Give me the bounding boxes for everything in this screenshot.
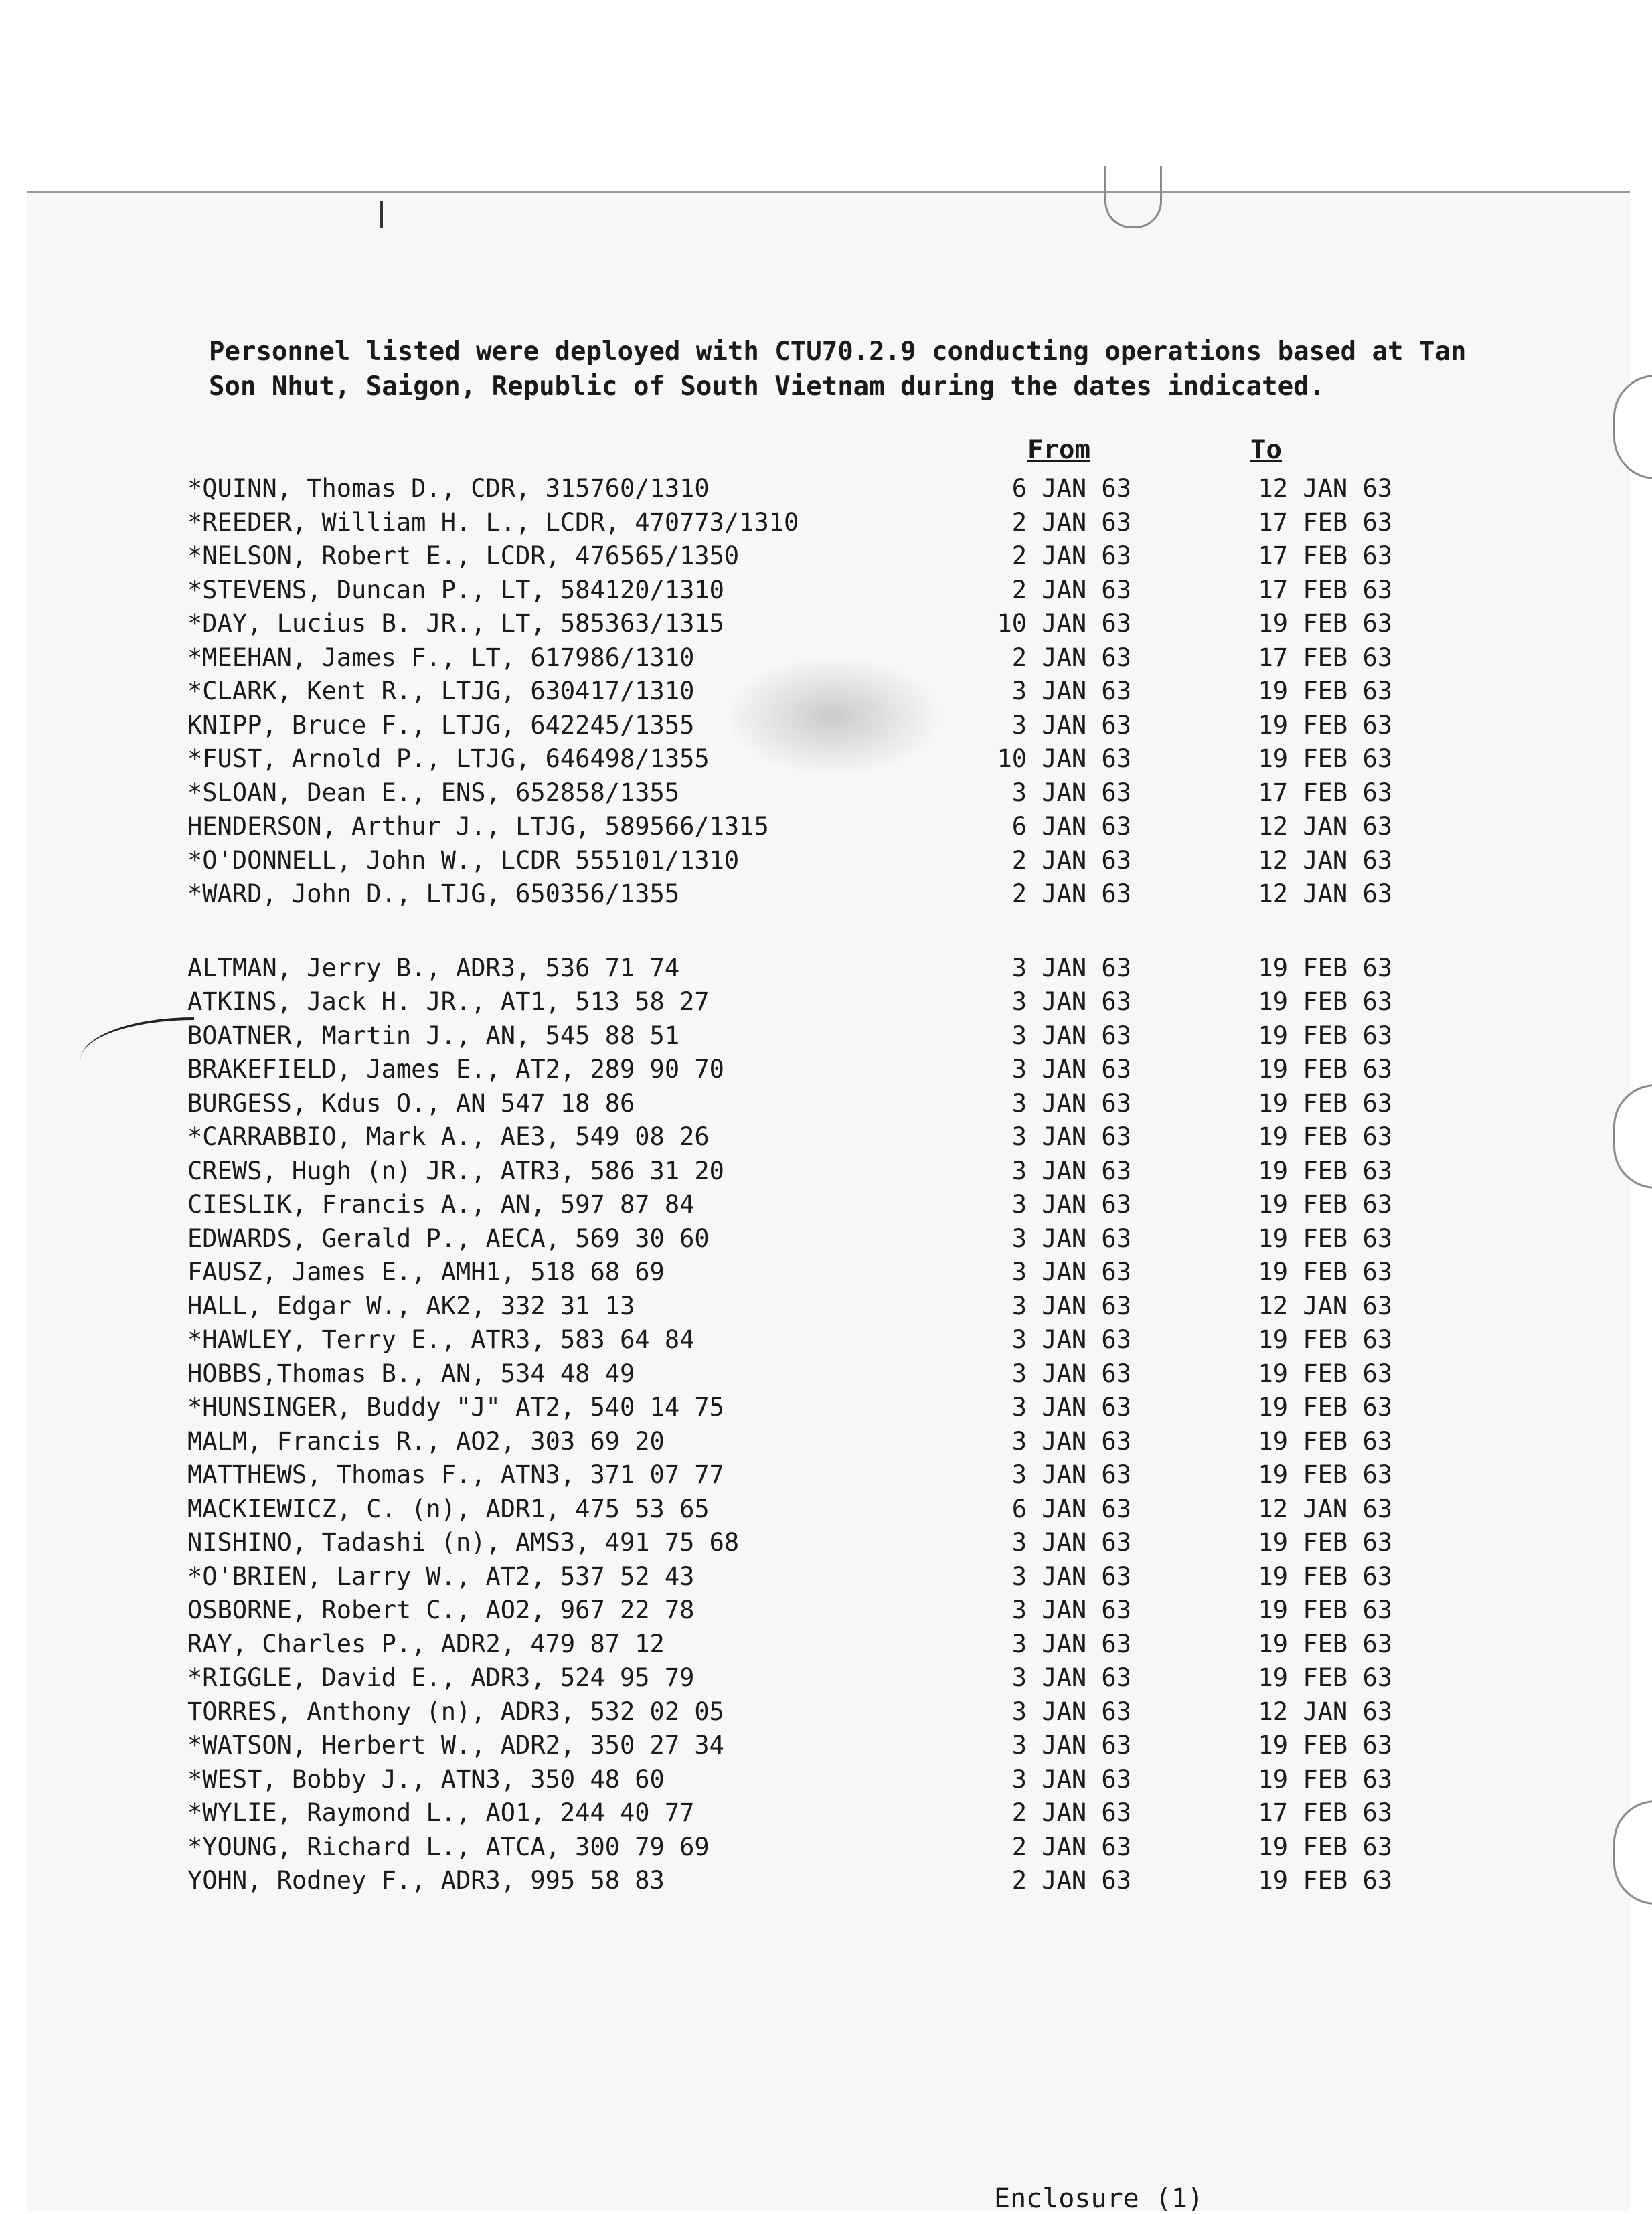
from-date: 2 JAN 63 — [1011, 845, 1131, 875]
personnel-row — [187, 1526, 1432, 1560]
personnel-name: *WEST, Bobby J., ATN3, 350 48 60 — [187, 1764, 665, 1794]
from-date: 3 JAN 63 — [1011, 1460, 1131, 1489]
personnel-row — [187, 1796, 1432, 1830]
to-date: 19 FEB 63 — [1258, 1764, 1392, 1794]
personnel-row — [187, 1087, 1432, 1121]
personnel-name: EDWARDS, Gerald P., AECA, 569 30 60 — [187, 1223, 710, 1253]
from-date: 2 JAN 63 — [1011, 1798, 1131, 1827]
from-date: 2 JAN 63 — [1011, 879, 1131, 908]
from-date: 6 JAN 63 — [1011, 474, 1131, 503]
personnel-name: HENDERSON, Arthur J., LTJG, 589566/1315 — [187, 812, 769, 841]
from-date: 2 JAN 63 — [1011, 1866, 1131, 1895]
personnel-name: *WARD, John D., LTJG, 650356/1355 — [187, 879, 680, 908]
personnel-name: BURGESS, Kdus O., AN 547 18 86 — [187, 1088, 635, 1118]
to-date: 19 FEB 63 — [1258, 1258, 1392, 1286]
from-date: 2 JAN 63 — [1011, 507, 1131, 537]
personnel-row — [187, 985, 1432, 1019]
to-date: 19 FEB 63 — [1258, 1663, 1392, 1692]
to-date: 19 FEB 63 — [1258, 953, 1392, 983]
personnel-name: FAUSZ, James E., AMH1, 518 68 69 — [187, 1258, 665, 1286]
personnel-row — [187, 1188, 1432, 1222]
to-date: 17 FEB 63 — [1258, 507, 1392, 537]
personnel-name: KNIPP, Bruce F., LTJG, 642245/1355 — [187, 710, 695, 740]
personnel-row — [187, 1120, 1432, 1155]
from-column-header: From — [1027, 435, 1090, 465]
personnel-name: ATKINS, Jack H. JR., AT1, 513 58 27 — [187, 987, 710, 1016]
from-date: 3 JAN 63 — [1011, 1223, 1131, 1253]
personnel-row — [187, 810, 1432, 844]
to-date: 19 FEB 63 — [1258, 1122, 1392, 1151]
to-date: 19 FEB 63 — [1258, 1021, 1392, 1050]
to-date: 19 FEB 63 — [1258, 987, 1392, 1016]
personnel-row — [187, 709, 1432, 743]
to-date: 19 FEB 63 — [1258, 1223, 1392, 1253]
to-date: 12 JAN 63 — [1258, 879, 1392, 908]
personnel-row — [187, 1763, 1432, 1797]
personnel-name: *DAY, Lucius B. JR., LT, 585363/1315 — [187, 609, 724, 638]
from-date: 3 JAN 63 — [1011, 1764, 1131, 1794]
personnel-row — [187, 877, 1432, 912]
personnel-row — [187, 1323, 1432, 1357]
from-date: 2 JAN 63 — [1011, 643, 1131, 672]
personnel-name: YOHN, Rodney F., ADR3, 995 58 83 — [187, 1866, 665, 1895]
personnel-name: *REEDER, William H. L., LCDR, 470773/1310 — [187, 507, 799, 537]
punch-hole-top — [1104, 166, 1162, 228]
to-date: 12 JAN 63 — [1258, 1697, 1392, 1726]
to-date: 19 FEB 63 — [1258, 1359, 1392, 1388]
personnel-row — [187, 539, 1432, 574]
personnel-name: HALL, Edgar W., AK2, 332 31 13 — [187, 1291, 635, 1321]
personnel-name: BRAKEFIELD, James E., AT2, 289 90 70 — [187, 1055, 724, 1084]
personnel-row — [187, 844, 1432, 878]
personnel-row — [187, 1290, 1432, 1324]
to-date: 19 FEB 63 — [1258, 1561, 1392, 1591]
to-date: 19 FEB 63 — [1258, 1393, 1392, 1422]
personnel-name: *FUST, Arnold P., LTJG, 646498/1355 — [187, 744, 710, 773]
from-date: 3 JAN 63 — [1011, 1697, 1131, 1726]
to-date: 19 FEB 63 — [1258, 1156, 1392, 1185]
from-date: 3 JAN 63 — [1011, 1359, 1131, 1388]
personnel-row — [187, 776, 1432, 811]
personnel-name: MALM, Francis R., AO2, 303 69 20 — [187, 1426, 665, 1456]
personnel-row — [187, 472, 1432, 506]
from-date: 10 JAN 63 — [997, 744, 1131, 773]
from-date: 3 JAN 63 — [1011, 1122, 1131, 1151]
personnel-row — [187, 1864, 1432, 1898]
personnel-name: CREWS, Hugh (n) JR., ATR3, 586 31 20 — [187, 1156, 724, 1185]
from-date: 2 JAN 63 — [1011, 541, 1131, 570]
intro-paragraph: Personnel listed were deployed with CTU70.2.9 conducting operations based at Tan Son Nhut, Saigon, Republic of South Vietnam during the dates indicated. — [209, 337, 1467, 402]
personnel-name: *WYLIE, Raymond L., AO1, 244 40 77 — [187, 1798, 695, 1827]
pen-mark — [380, 201, 383, 228]
personnel-name: *SLOAN, Dean E., ENS, 652858/1355 — [187, 778, 680, 807]
personnel-row — [187, 1628, 1432, 1662]
to-date: 19 FEB 63 — [1258, 1629, 1392, 1658]
personnel-row — [187, 1493, 1432, 1527]
from-date: 3 JAN 63 — [1011, 1596, 1131, 1624]
from-date: 10 JAN 63 — [997, 609, 1131, 638]
personnel-row — [187, 1661, 1432, 1695]
to-date: 17 FEB 63 — [1258, 575, 1392, 604]
from-date: 3 JAN 63 — [1011, 1731, 1131, 1760]
to-date: 19 FEB 63 — [1258, 1055, 1392, 1084]
personnel-name: HOBBS,Thomas B., AN, 534 48 49 — [187, 1359, 635, 1388]
from-date: 2 JAN 63 — [1011, 575, 1131, 604]
to-date: 19 FEB 63 — [1258, 710, 1392, 740]
personnel-row — [187, 675, 1432, 709]
personnel-name: *HUNSINGER, Buddy "J" AT2, 540 14 75 — [187, 1393, 724, 1422]
from-date: 6 JAN 63 — [1011, 812, 1131, 841]
personnel-name: *STEVENS, Duncan P., LT, 584120/1310 — [187, 575, 724, 604]
to-date: 19 FEB 63 — [1258, 1731, 1392, 1760]
from-date: 3 JAN 63 — [1011, 1258, 1131, 1286]
personnel-row — [187, 1458, 1432, 1493]
personnel-row — [187, 1425, 1432, 1459]
to-date: 12 JAN 63 — [1258, 845, 1392, 875]
personnel-row — [187, 1256, 1432, 1290]
personnel-row — [187, 952, 1432, 986]
personnel-row — [187, 1053, 1432, 1087]
personnel-row — [187, 1594, 1432, 1628]
personnel-row — [187, 641, 1432, 675]
personnel-name: *YOUNG, Richard L., ATCA, 300 79 69 — [187, 1832, 710, 1861]
personnel-name: OSBORNE, Robert C., AO2, 967 22 78 — [187, 1596, 695, 1624]
from-date: 3 JAN 63 — [1011, 710, 1131, 740]
to-date: 12 JAN 63 — [1258, 812, 1392, 841]
from-date: 3 JAN 63 — [1011, 677, 1131, 705]
personnel-name: *WATSON, Herbert W., ADR2, 350 27 34 — [187, 1731, 724, 1760]
to-date: 19 FEB 63 — [1258, 744, 1392, 773]
from-date: 3 JAN 63 — [1011, 1426, 1131, 1456]
personnel-row — [187, 574, 1432, 608]
to-date: 19 FEB 63 — [1258, 1190, 1392, 1219]
enclosure-label: Enclosure (1) — [994, 2183, 1204, 2214]
from-date: 6 JAN 63 — [1011, 1494, 1131, 1523]
to-date: 19 FEB 63 — [1258, 1832, 1392, 1861]
to-date: 17 FEB 63 — [1258, 778, 1392, 807]
from-date: 3 JAN 63 — [1011, 1055, 1131, 1084]
to-date: 19 FEB 63 — [1258, 1426, 1392, 1456]
from-date: 3 JAN 63 — [1011, 1021, 1131, 1050]
personnel-name: *O'DONNELL, John W., LCDR 555101/1310 — [187, 845, 740, 875]
personnel-row — [187, 742, 1432, 776]
personnel-name: *CARRABBIO, Mark A., AE3, 549 08 26 — [187, 1122, 710, 1151]
from-date: 3 JAN 63 — [1011, 1156, 1131, 1185]
from-date: 3 JAN 63 — [1011, 1088, 1131, 1118]
from-date: 3 JAN 63 — [1011, 1629, 1131, 1658]
to-date: 12 JAN 63 — [1258, 1494, 1392, 1523]
personnel-row — [187, 1729, 1432, 1763]
to-date: 12 JAN 63 — [1258, 474, 1392, 503]
personnel-row — [187, 607, 1432, 641]
personnel-row — [187, 1560, 1432, 1594]
personnel-name: CIESLIK, Francis A., AN, 597 87 84 — [187, 1190, 695, 1219]
to-date: 19 FEB 63 — [1258, 677, 1392, 705]
personnel-name: *QUINN, Thomas D., CDR, 315760/1310 — [187, 474, 710, 503]
to-date: 19 FEB 63 — [1258, 1325, 1392, 1354]
from-date: 3 JAN 63 — [1011, 1528, 1131, 1557]
personnel-row — [187, 1155, 1432, 1189]
to-date: 17 FEB 63 — [1258, 1798, 1392, 1827]
personnel-name: ALTMAN, Jerry B., ADR3, 536 71 74 — [187, 953, 680, 983]
from-date: 3 JAN 63 — [1011, 1663, 1131, 1692]
personnel-row — [187, 1830, 1432, 1865]
personnel-name: *CLARK, Kent R., LTJG, 630417/1310 — [187, 677, 695, 705]
personnel-name: *NELSON, Robert E., LCDR, 476565/1350 — [187, 541, 740, 570]
personnel-list — [187, 472, 1432, 1898]
personnel-row — [187, 1019, 1432, 1053]
personnel-name: RAY, Charles P., ADR2, 479 87 12 — [187, 1629, 665, 1658]
from-date: 3 JAN 63 — [1011, 953, 1131, 983]
personnel-name: *MEEHAN, James F., LT, 617986/1310 — [187, 643, 695, 672]
personnel-row — [187, 506, 1432, 540]
to-date: 19 FEB 63 — [1258, 1528, 1392, 1557]
to-column-header: To — [1250, 435, 1282, 465]
from-date: 3 JAN 63 — [1011, 1393, 1131, 1422]
from-date: 3 JAN 63 — [1011, 1291, 1131, 1321]
personnel-name: TORRES, Anthony (n), ADR3, 532 02 05 — [187, 1697, 724, 1726]
to-date: 19 FEB 63 — [1258, 1460, 1392, 1489]
personnel-row — [187, 1357, 1432, 1391]
from-date: 3 JAN 63 — [1011, 1561, 1131, 1591]
to-date: 19 FEB 63 — [1258, 1088, 1392, 1118]
to-date: 17 FEB 63 — [1258, 541, 1392, 570]
to-date: 19 FEB 63 — [1258, 1866, 1392, 1895]
from-date: 3 JAN 63 — [1011, 778, 1131, 807]
personnel-row — [187, 1391, 1432, 1425]
personnel-name: NISHINO, Tadashi (n), AMS3, 491 75 68 — [187, 1528, 740, 1557]
personnel-name: BOATNER, Martin J., AN, 545 88 51 — [187, 1021, 680, 1050]
personnel-name: MACKIEWICZ, C. (n), ADR1, 475 53 65 — [187, 1494, 710, 1523]
to-date: 19 FEB 63 — [1258, 1596, 1392, 1624]
from-date: 3 JAN 63 — [1011, 987, 1131, 1016]
personnel-name: *HAWLEY, Terry E., ATR3, 583 64 84 — [187, 1325, 695, 1354]
personnel-name: *O'BRIEN, Larry W., AT2, 537 52 43 — [187, 1561, 695, 1591]
from-date: 3 JAN 63 — [1011, 1325, 1131, 1354]
to-date: 12 JAN 63 — [1258, 1291, 1392, 1321]
personnel-name: MATTHEWS, Thomas F., ATN3, 371 07 77 — [187, 1460, 724, 1489]
from-date: 2 JAN 63 — [1011, 1832, 1131, 1861]
personnel-row — [187, 1222, 1432, 1256]
personnel-row — [187, 1695, 1432, 1729]
personnel-name: *RIGGLE, David E., ADR3, 524 95 79 — [187, 1663, 695, 1692]
to-date: 17 FEB 63 — [1258, 643, 1392, 672]
to-date: 19 FEB 63 — [1258, 609, 1392, 638]
from-date: 3 JAN 63 — [1011, 1190, 1131, 1219]
